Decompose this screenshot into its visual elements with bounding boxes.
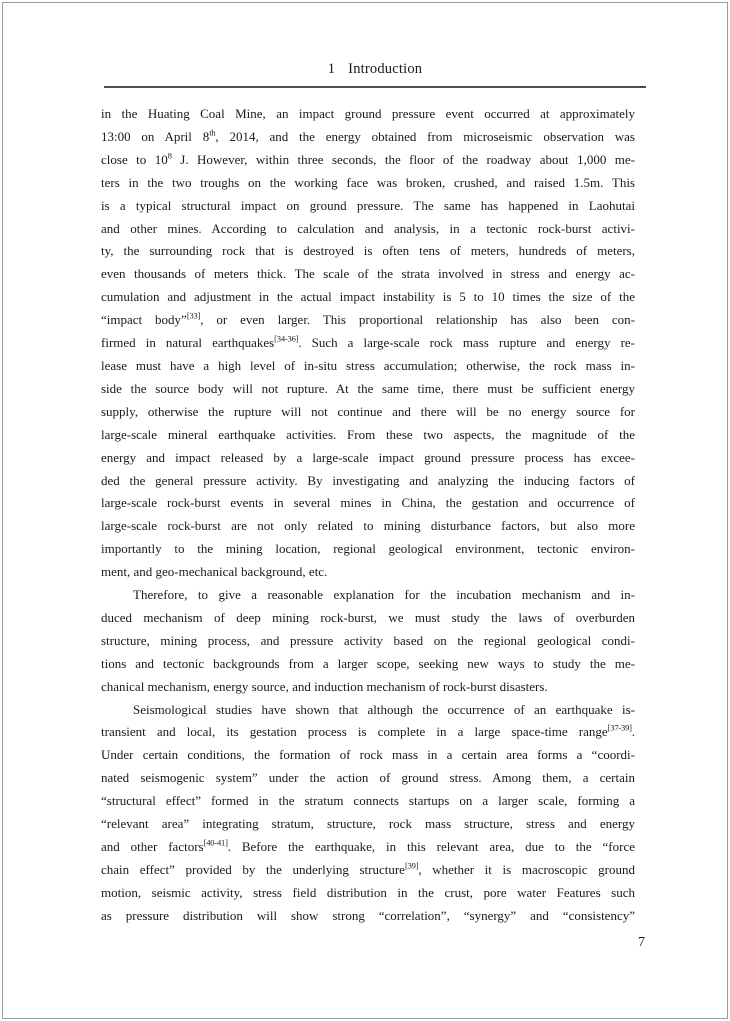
text-line: cumulation and adjustment in the actual impact instability is 5 to 10 times the size of the <box>101 289 635 305</box>
paragraph <box>101 699 635 928</box>
citation-superscript: [34-36] <box>274 333 299 344</box>
text-line: supply, otherwise the rupture will not continue and there will be no energy source for <box>101 403 635 419</box>
text-line: energy and impact released by a large-scale impact ground pressure process has excee- <box>101 449 635 465</box>
text-line: Under certain conditions, the formation of rock mass in a certain area forms a “coordi- <box>101 747 635 763</box>
text-line: as pressure distribution will show strong “correlation”, “synergy” and “consistency” <box>101 907 635 923</box>
text-line: ty, the surrounding rock that is destroyed is often tens of meters, hundreds of meters, <box>101 243 635 259</box>
text-line: is a typical structural impact on ground pressure. The same has happened in Laohutai <box>101 197 635 213</box>
paragraph <box>101 584 635 699</box>
text-line: lease must have a high level of in-situ stress accumulation; otherwise, the rock mass in- <box>101 357 635 373</box>
text-line: and other factors[40-41]. Before the earthquake, in this relevant area, due to the “force <box>101 837 635 854</box>
page-body <box>101 103 635 928</box>
section-number: 1 <box>327 61 336 77</box>
text-line: close to $10^8$ J. However, within three seconds, the floor of the roadway about 1,000 me- <box>101 150 636 167</box>
text-line: large-scale mineral earthquake activities. From these two aspects, the magnitude of the <box>101 426 635 442</box>
text-line: “structural effect” formed in the stratum connects startups on a larger scale, forming a <box>101 793 635 809</box>
text-line: in the Huating Coal Mine, an impact ground pressure event occurred at approximately <box>101 106 635 121</box>
text-line: nated seismogenic system” under the action of ground stress. Among them, a certain <box>101 770 635 786</box>
document-page <box>2 2 728 1019</box>
header-rule <box>104 86 646 88</box>
text-line: structure, mining process, and pressure activity based on the regional geological condi- <box>101 632 635 648</box>
text-line: importantly to the mining location, regional geological environment, tectonic environ- <box>101 541 635 557</box>
text-line: duced mechanism of deep mining rock-burst, we must study the laws of overburden <box>101 609 635 625</box>
text-line: chanical mechanism, energy source, and induction mechanism of rock-burst disasters. <box>101 678 548 694</box>
text-line: side the source body will not rupture. At the same time, there must be sufficient energy <box>101 380 635 396</box>
text-line: “relevant area” integrating stratum, structure, rock mass structure, stress and energy <box>101 816 635 832</box>
text-line: transient and local, its gestation process is complete in a large space-time range[37-39]. <box>101 723 635 740</box>
citation-superscript: [33] <box>186 310 201 321</box>
text-line: large-scale rock-burst events in several mines in China, the gestation and occurrence of <box>101 495 635 511</box>
text-line: ded the general pressure activity. By investigating and analyzing the inducing factors of <box>101 472 635 488</box>
text-line: 13:00 on April 8th, 2014, and the energy obtained from microseismic observation was <box>101 127 635 144</box>
text-line: large-scale rock-burst are not only related to mining disturbance factors, but also more <box>101 518 635 534</box>
page-number: 7 <box>638 935 645 950</box>
text-line: ment, and geo-mechanical background, etc. <box>101 564 328 580</box>
text-line: even thousands of meters thick. The scale of the strata involved in stress and energy ac- <box>101 266 635 282</box>
text-line: Seismological studies have shown that although the occurrence of an earthquake is- <box>133 701 635 717</box>
paragraph <box>101 103 635 584</box>
citation-superscript: [39] <box>404 860 419 871</box>
section-heading <box>104 61 646 78</box>
text-line: firmed in natural earthquakes[34-36]. Such a large-scale rock mass rupture and energy re- <box>101 333 635 351</box>
text-line: ters in the two troughs on the working face was broken, crushed, and raised 1.5m. This <box>101 174 635 190</box>
text-line: Therefore, to give a reasonable explanation for the incubation mechanism and in- <box>133 587 635 603</box>
citation-superscript: [40-41] <box>203 837 228 848</box>
text-line: motion, seismic activity, stress field distribution in the crust, pore water Features such <box>101 884 635 900</box>
citation-superscript: 8 <box>167 150 172 161</box>
text-line: and other mines. According to calculation and analysis, in a tectonic rock-burst activi- <box>101 220 635 236</box>
text-line: tions and tectonic backgrounds from a larger scope, seeking new ways to study the me- <box>101 655 635 671</box>
section-title: Introduction <box>348 61 423 77</box>
text-line: chain effect” provided by the underlying structure[39], whether it is macroscopic ground <box>101 860 635 877</box>
text-line: “impact body”[33], or even larger. This proportional relationship has also been con- <box>101 310 636 328</box>
citation-superscript: [37-39] <box>607 723 632 734</box>
citation-superscript: th <box>209 127 216 138</box>
